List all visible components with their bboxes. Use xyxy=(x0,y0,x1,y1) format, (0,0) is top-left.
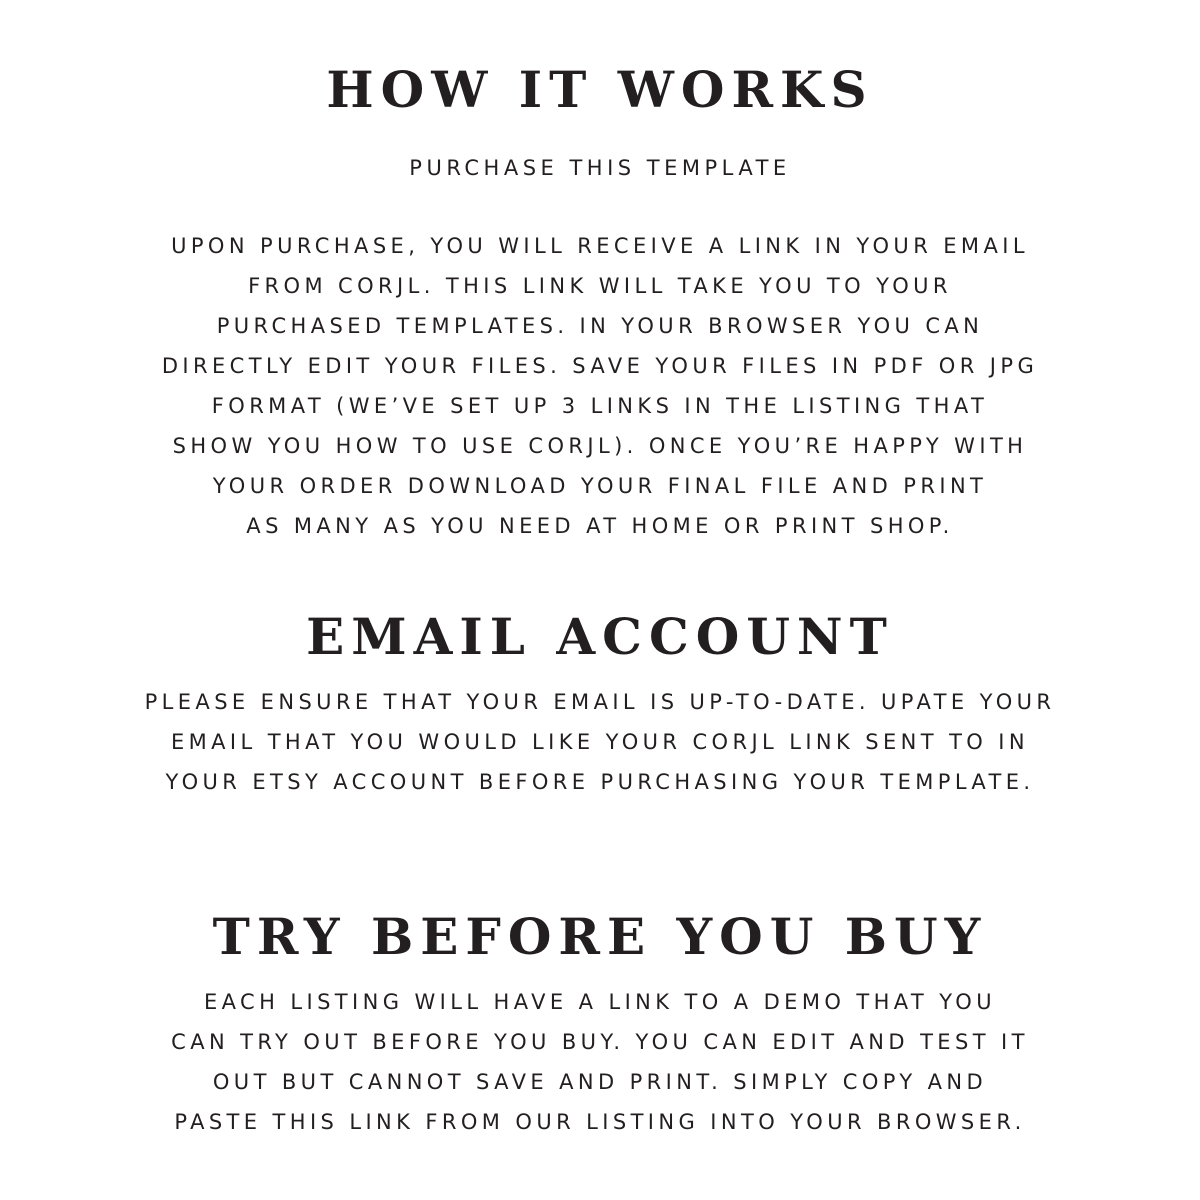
paragraph-line: DIRECTLY EDIT YOUR FILES. SAVE YOUR FILES IN PDF OR JPG xyxy=(161,354,1039,378)
paragraph-line: FROM CORJL. THIS LINK WILL TAKE YOU TO YOUR xyxy=(248,274,952,298)
email-account-paragraph xyxy=(0,682,1200,802)
paragraph-line: FORMAT (WE’VE SET UP 3 LINKS IN THE LISTING THAT xyxy=(211,394,989,418)
paragraph-line: PASTE THIS LINK FROM OUR LISTING INTO YOUR BROWSER. xyxy=(174,1110,1026,1134)
paragraph-line: PLEASE ENSURE THAT YOUR EMAIL IS UP-TO-DATE. UPATE YOUR xyxy=(144,690,1056,714)
email-account-title: EMAIL ACCOUNT xyxy=(306,607,894,666)
paragraph-line: SHOW YOU HOW TO USE CORJL). ONCE YOU’RE HAPPY WITH xyxy=(172,434,1028,458)
paragraph-line: UPON PURCHASE, YOU WILL RECEIVE A LINK IN YOUR EMAIL xyxy=(171,234,1029,258)
paragraph-line: AS MANY AS YOU NEED AT HOME OR PRINT SHOP. xyxy=(246,514,954,538)
paragraph-line: CAN TRY OUT BEFORE YOU BUY. YOU CAN EDIT AND TEST IT xyxy=(171,1030,1029,1054)
paragraph-line: PURCHASED TEMPLATES. IN YOUR BROWSER YOU CAN xyxy=(216,314,984,338)
how-it-works-paragraph xyxy=(0,226,1200,546)
how-it-works-subtitle: PURCHASE THIS TEMPLATE xyxy=(409,156,791,180)
paragraph-line: EMAIL THAT YOU WOULD LIKE YOUR CORJL LINK SENT TO IN xyxy=(170,730,1030,754)
how-it-works-title: HOW IT WORKS xyxy=(326,60,874,119)
paragraph-line: YOUR ETSY ACCOUNT BEFORE PURCHASING YOUR TEMPLATE. xyxy=(165,770,1035,794)
paragraph-line: EACH LISTING WILL HAVE A LINK TO A DEMO THAT YOU xyxy=(203,990,996,1014)
paragraph-line: OUT BUT CANNOT SAVE AND PRINT. SIMPLY COPY AND xyxy=(212,1070,988,1094)
try-before-you-buy-title: TRY BEFORE YOU BUY xyxy=(212,907,988,966)
try-before-you-buy-paragraph xyxy=(0,982,1200,1142)
paragraph-line: YOUR ORDER DOWNLOAD YOUR FINAL FILE AND PRINT xyxy=(212,474,988,498)
